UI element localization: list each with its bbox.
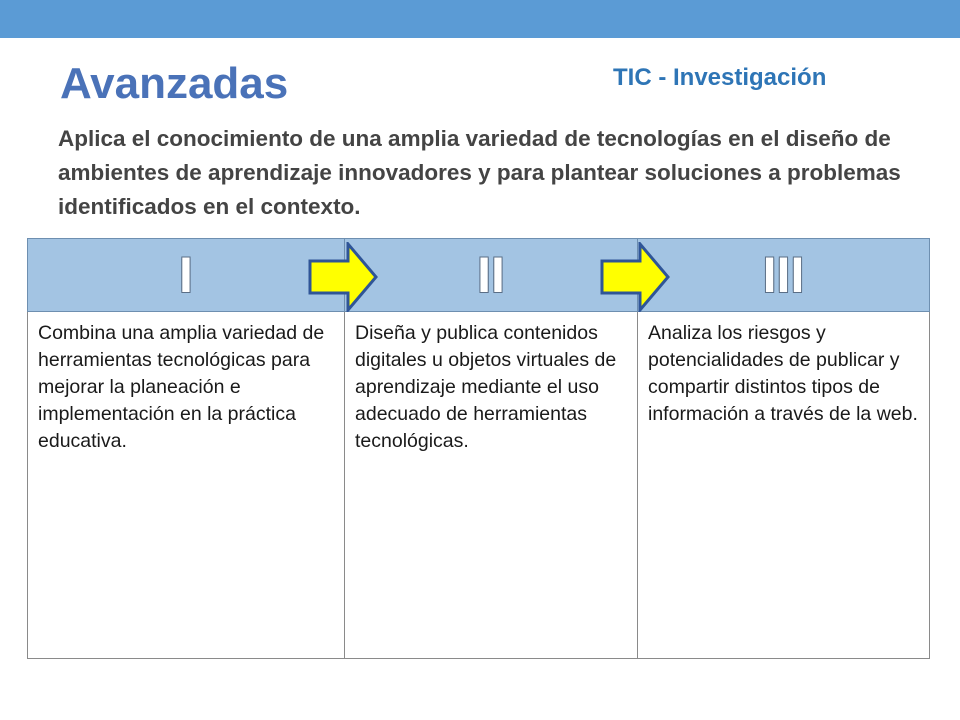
level-header-1: I [28,239,345,312]
level-description-3: Analiza los riesgos y potencialidades de publicar y compartir distintos tipos de información a través de la web. [638,312,930,659]
top-banner-bar [0,0,960,38]
right-arrow-icon [308,242,378,312]
level-header-3: III [638,239,930,312]
levels-table [27,238,930,659]
levels-content-row [28,312,930,659]
slide-description: Aplica el conocimiento de una amplia variedad de tecnologías en el diseño de ambientes de aprendizaje innovadores y para plantear soluciones a problemas identificados en el contexto. [58,126,901,219]
right-arrow-icon [600,242,670,312]
levels-header-row [28,239,930,312]
level-description-2: Diseña y publica contenidos digitales u objetos virtuales de aprendizaje mediante el uso adecuado de herramientas tecnológicas. [345,312,638,659]
slide-title: Avanzadas [60,59,289,108]
level-description-1: Combina una amplia variedad de herramientas tecnológicas para mejorar la planeación e implementación en la práctica educativa. [28,312,345,659]
slide-subtitle: TIC - Investigación [613,64,827,91]
level-header-2: II [345,239,638,312]
